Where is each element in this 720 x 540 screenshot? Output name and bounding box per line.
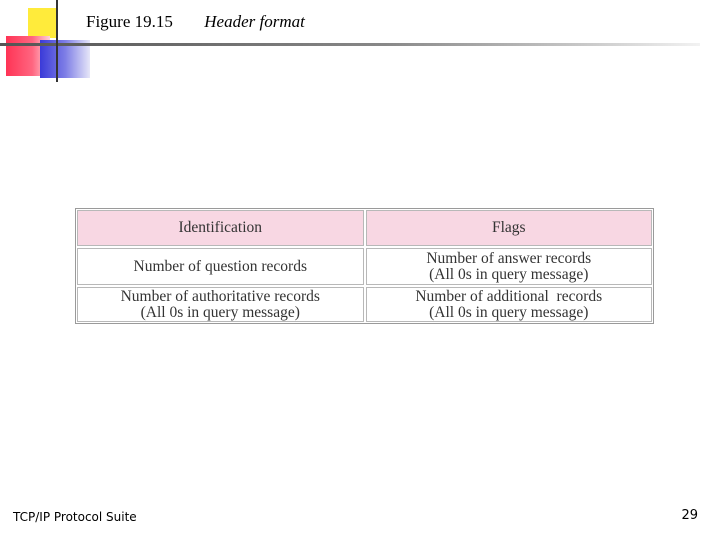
figure-number: Figure 19.15 bbox=[86, 12, 173, 31]
decorative-yellow-square bbox=[28, 8, 58, 38]
figure-title: Header format bbox=[204, 12, 305, 31]
cell-identification bbox=[77, 210, 364, 246]
cell-text: Flags bbox=[491, 219, 526, 236]
cell-flags bbox=[366, 210, 653, 246]
decorative-horizontal-rule bbox=[0, 43, 700, 46]
cell-text: Number of question records bbox=[133, 257, 307, 275]
cell-note: (All 0s in query message) bbox=[429, 303, 589, 321]
page-number: 29 bbox=[681, 508, 698, 523]
cell-note: (All 0s in query message) bbox=[429, 265, 589, 283]
slide-title bbox=[86, 12, 305, 34]
cell-additional-records bbox=[366, 287, 653, 322]
cell-note: (All 0s in query message) bbox=[140, 303, 300, 321]
cell-text: Number of answer records bbox=[426, 249, 592, 267]
cell-text: Identification bbox=[178, 219, 262, 236]
footer-text: TCP/IP Protocol Suite bbox=[13, 510, 137, 524]
cell-text: Number of additional records bbox=[415, 287, 603, 305]
cell-authoritative-records bbox=[77, 287, 364, 322]
cell-text: Number of authoritative records bbox=[120, 287, 320, 305]
decorative-vertical-rule bbox=[56, 0, 58, 82]
cell-question-records bbox=[77, 248, 364, 285]
header-format-table bbox=[75, 208, 654, 324]
cell-answer-records bbox=[366, 248, 653, 285]
